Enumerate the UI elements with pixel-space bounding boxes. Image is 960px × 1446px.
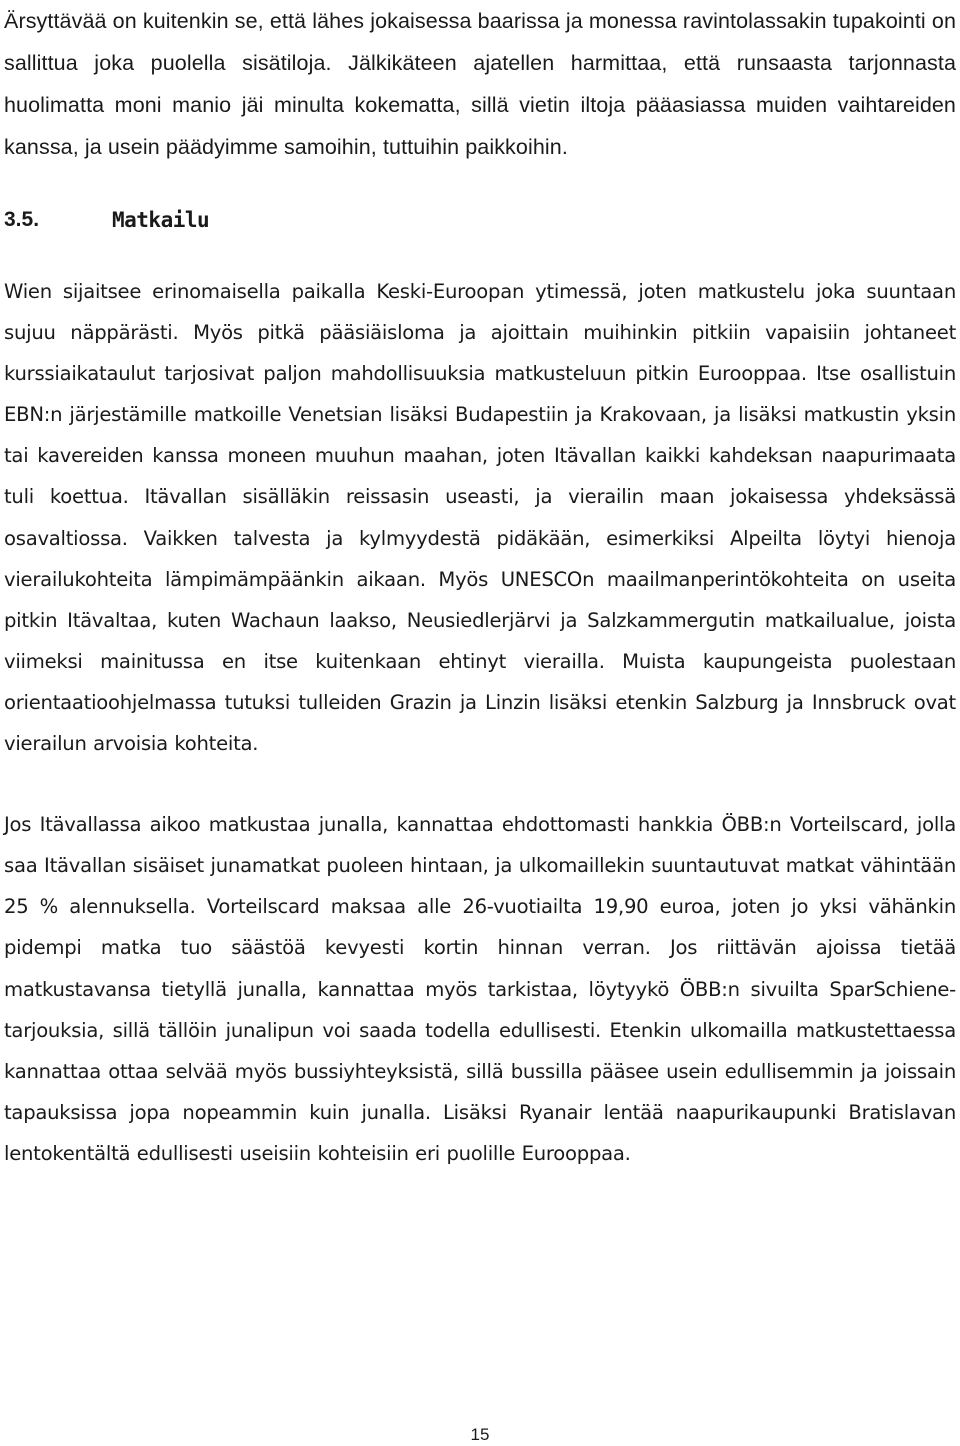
body-paragraph-trains: Jos Itävallassa aikoo matkustaa junalla, kannattaa ehdottomasti hankkia ÖBB:n Vorteilscard, jolla saa Itävallan sisäiset junamatkat puoleen hintaan, ja ulkomaillekin suuntautuvat matkat vähintään 25 % alennuksella. Vorteilscard maksaa alle 26-vuotiailta 19,90 euroa, joten jo yksi vähänkin pidempi matka tuo säästöä kevyesti kortin hinnan verran. Jos riittävän ajoissa tietää matkustavansa tietyllä junalla, kannattaa myös tarkistaa, löytyykö ÖBB:n sivuilta SparSchiene-tarjouksia, sillä tällöin junalipun voi saada todella edullisesti. Etenkin ulkomailla matkustettaessa kannattaa ottaa selvää myös bussiyhteyksistä, sillä bussilla pääsee usein edullisemmin ja joissain tapauksissa jopa nopeammin kuin junalla. Lisäksi Ryanair lentää naapurikaupunki Bratislavan lentokentältä edullisesti useisiin kohteisiin eri puolille Eurooppaa. [4,813,956,1165]
page-number: 15 [470,1425,490,1444]
section-title: Matkailu [112,208,210,232]
document-page [4,0,956,1174]
section-number: 3.5. [4,208,40,231]
intro-paragraph: Ärsyttävää on kuitenkin se, että lähes jokaisessa baarissa ja monessa ravintolassakin tupakointi on sallittua joka puolella sisätiloja. Jälkikäteen ajatellen harmittaa, että runsaasta tarjonnasta huolimatta moni manio jäi minulta kokematta, sillä vietin iltoja pääasiassa muiden vaihtareiden kanssa, ja usein päädyimme samoihin, tuttuihin paikkoihin. [4,9,956,159]
body-paragraph-travel: Wien sijaitsee erinomaisella paikalla Keski-Euroopan ytimessä, joten matkustelu joka suuntaan sujuu näppärästi. Myös pitkä pääsiäisloma ja ajoittain muihinkin pitkiin vapaisiin johtaneet kurssiaikataulut tarjosivat paljon mahdollisuuksia matkusteluun pitkin Eurooppaa. Itse osallistuin EBN:n järjestämille matkoille Venetsian lisäksi Budapestiin ja Krakovaan, ja lisäksi matkustin yksin tai kavereiden kanssa moneen muuhun maahan, joten Itävallan kaikki kahdeksan naapurimaata tuli koettua. Itävallan sisälläkin reissasin useasti, ja vierailin maan jokaisessa yhdeksässä osavaltiossa. Vaikken talvesta ja kylmyydestä pidäkään, esimerkiksi Alpeilta löytyi hienoja vierailukohteita lämpimämpäänkin aikaan. Myös UNESCOn maailmanperintökohteita on useita pitkin Itävaltaa, kuten Wachaun laakso, Neusiedlerjärvi ja Salzkammergutin matkailualue, joista viimeksi mainitussa en itse kuitenkaan ehtinyt vierailla. Muista kaupungeista puolestaan orientaatioohjelmassa tutuksi tulleiden Grazin ja Linzin lisäksi etenkin Salzburg ja Innsbruck ovat vierailun arvoisia kohteita. [4,280,956,756]
section-heading [4,200,956,240]
